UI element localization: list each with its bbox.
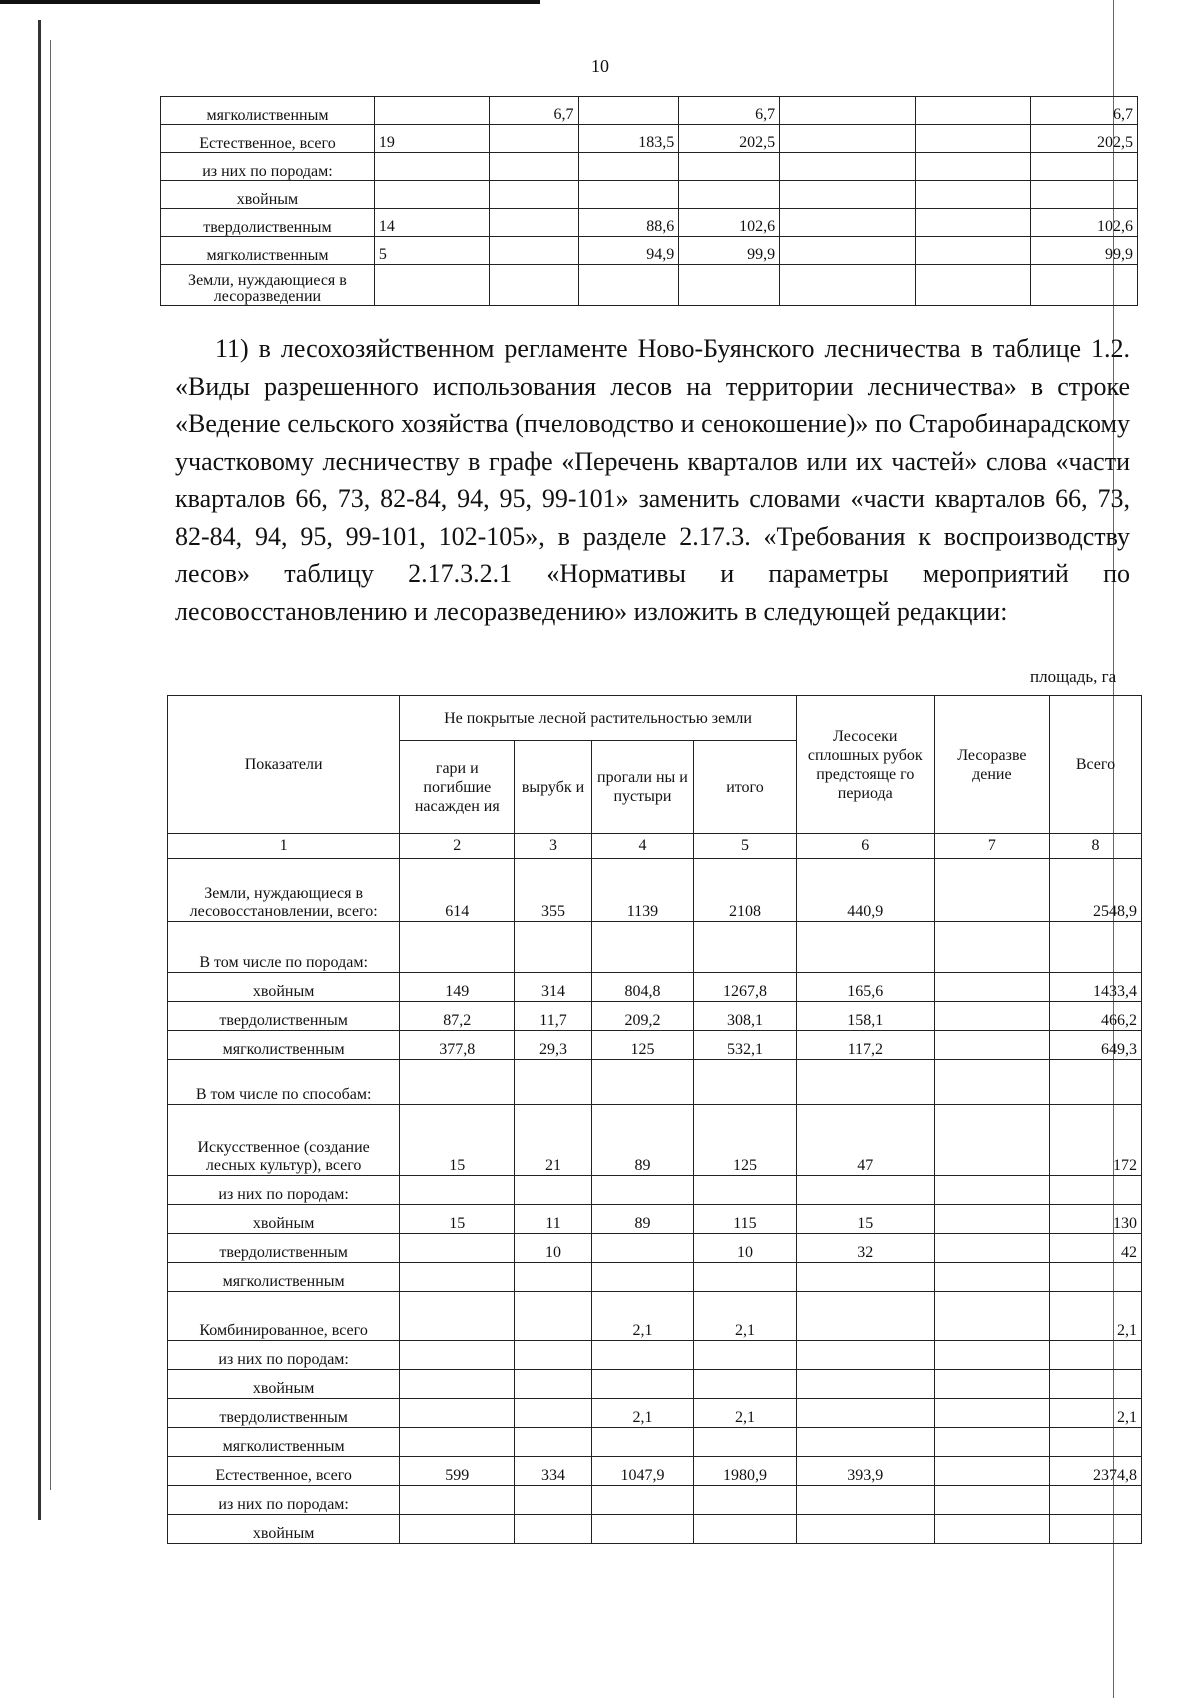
- table-cell: [934, 1031, 1049, 1060]
- table-cell: 466,2: [1049, 1002, 1141, 1031]
- row-label: Естественное, всего: [161, 125, 375, 153]
- table-cell: [400, 1486, 515, 1515]
- table-cell: [796, 1370, 934, 1399]
- table-cell: 532,1: [694, 1031, 797, 1060]
- top-table-row: [161, 209, 1138, 237]
- table-cell: 649,3: [1049, 1031, 1141, 1060]
- table-cell: 599: [400, 1457, 515, 1486]
- table-cell: 440,9: [796, 859, 934, 922]
- top-table-row: [161, 125, 1138, 153]
- table-cell: [780, 209, 916, 237]
- row-label: из них по породам:: [168, 1176, 400, 1205]
- table-cell: [515, 1176, 591, 1205]
- table-row: [168, 1060, 1142, 1105]
- table-cell: 2,1: [591, 1399, 694, 1428]
- table-cell: 6,7: [490, 97, 578, 125]
- table-cell: [400, 1341, 515, 1370]
- top-table: [160, 96, 1138, 306]
- table-cell: 10: [694, 1234, 797, 1263]
- table-cell: 6,7: [1031, 97, 1138, 125]
- table-cell: [374, 265, 489, 306]
- table-cell: 94,9: [578, 237, 679, 265]
- table-cell: [780, 265, 916, 306]
- table-row: [168, 1399, 1142, 1428]
- row-label: твердолиственным: [161, 209, 375, 237]
- column-number: 5: [694, 834, 797, 859]
- scan-left-edge: [38, 20, 41, 1520]
- table-cell: [694, 922, 797, 973]
- table-cell: 202,5: [679, 125, 780, 153]
- table-cell: [578, 265, 679, 306]
- table-cell: [515, 1486, 591, 1515]
- table-cell: 1433,4: [1049, 973, 1141, 1002]
- table-cell: [490, 265, 578, 306]
- table-cell: [515, 1370, 591, 1399]
- table-cell: [934, 1428, 1049, 1457]
- table-row: [168, 1341, 1142, 1370]
- table-cell: [515, 1263, 591, 1292]
- table-cell: [934, 1370, 1049, 1399]
- units-label: площадь, га: [1030, 667, 1117, 686]
- table-cell: 393,9: [796, 1457, 934, 1486]
- table-cell: 209,2: [591, 1002, 694, 1031]
- table-row: [168, 1234, 1142, 1263]
- header-glades: прогали ны и пустыри: [591, 741, 694, 834]
- table-cell: [1049, 1428, 1141, 1457]
- table-cell: 165,6: [796, 973, 934, 1002]
- row-label: хвойным: [168, 1515, 400, 1544]
- top-table-row: [161, 97, 1138, 125]
- table-row: [168, 1486, 1142, 1515]
- table-cell: [934, 1205, 1049, 1234]
- table-cell: [490, 237, 578, 265]
- table-cell: [934, 1292, 1049, 1341]
- table-cell: [934, 1060, 1049, 1105]
- table-cell: [515, 1060, 591, 1105]
- row-label: из них по породам:: [168, 1486, 400, 1515]
- row-label: хвойным: [168, 1205, 400, 1234]
- table-cell: [578, 181, 679, 209]
- table-cell: [934, 973, 1049, 1002]
- table-cell: 172: [1049, 1105, 1141, 1176]
- table-cell: [934, 1457, 1049, 1486]
- table-cell: 2,1: [694, 1292, 797, 1341]
- table-cell: 2,1: [694, 1399, 797, 1428]
- table-cell: 15: [400, 1205, 515, 1234]
- table-cell: 2,1: [591, 1292, 694, 1341]
- table-cell: [591, 1515, 694, 1544]
- table-cell: [796, 1292, 934, 1341]
- table-cell: [1049, 1263, 1141, 1292]
- table-cell: 1267,8: [694, 973, 797, 1002]
- table-cell: [1049, 922, 1141, 973]
- table-cell: [490, 181, 578, 209]
- table-cell: [374, 181, 489, 209]
- table-cell: 5: [374, 237, 489, 265]
- table-cell: 2108: [694, 859, 797, 922]
- row-label: мягколиственным: [161, 97, 375, 125]
- column-number: 4: [591, 834, 694, 859]
- row-label: Земли, нуждающиеся в лесоразведении: [161, 265, 375, 306]
- table-cell: 115: [694, 1205, 797, 1234]
- table-cell: [679, 265, 780, 306]
- header-afforestation: Лесоразве дение: [934, 696, 1049, 834]
- table-cell: [934, 1515, 1049, 1544]
- header-cutting-areas: Лесосеки сплошных рубок предстояще го периода: [796, 696, 934, 834]
- table-cell: 377,8: [400, 1031, 515, 1060]
- table-cell: [400, 1428, 515, 1457]
- table-cell: [679, 181, 780, 209]
- table-cell: [374, 153, 489, 181]
- table-cell: [1049, 1341, 1141, 1370]
- header-clearings: вырубк и: [515, 741, 591, 834]
- table-cell: [591, 1341, 694, 1370]
- table-cell: [934, 1263, 1049, 1292]
- column-number: 6: [796, 834, 934, 859]
- column-number: 8: [1049, 834, 1141, 859]
- table-cell: 2,1: [1049, 1399, 1141, 1428]
- table-cell: 14: [374, 209, 489, 237]
- table-cell: 117,2: [796, 1031, 934, 1060]
- row-label: Естественное, всего: [168, 1457, 400, 1486]
- table-row: [168, 1176, 1142, 1205]
- column-number: 2: [400, 834, 515, 859]
- table-cell: [694, 1176, 797, 1205]
- table-cell: [400, 1515, 515, 1544]
- table-cell: [796, 1428, 934, 1457]
- table-cell: 102,6: [679, 209, 780, 237]
- table-cell: 2374,8: [1049, 1457, 1141, 1486]
- table-cell: [400, 1370, 515, 1399]
- table-cell: [780, 237, 916, 265]
- table-cell: [796, 922, 934, 973]
- header-total-sub: итого: [694, 741, 797, 834]
- row-label: хвойным: [168, 1370, 400, 1399]
- column-number-row: [168, 834, 1142, 859]
- table-cell: [694, 1060, 797, 1105]
- table-cell: [934, 1176, 1049, 1205]
- table-cell: [796, 1176, 934, 1205]
- column-number: 1: [168, 834, 400, 859]
- table-row: [168, 1457, 1142, 1486]
- main-table: [167, 695, 1142, 1544]
- table-cell: [515, 1399, 591, 1428]
- table-cell: [400, 1176, 515, 1205]
- table-row: [168, 1370, 1142, 1399]
- table-cell: [591, 1428, 694, 1457]
- table-cell: 88,6: [578, 209, 679, 237]
- table-cell: 355: [515, 859, 591, 922]
- table-cell: [515, 922, 591, 973]
- table-row: [168, 1263, 1142, 1292]
- table-cell: [374, 97, 489, 125]
- table-cell: [515, 1292, 591, 1341]
- table-cell: [915, 237, 1030, 265]
- table-cell: [796, 1486, 934, 1515]
- table-cell: [780, 125, 916, 153]
- table-cell: [1049, 1176, 1141, 1205]
- table-cell: [1049, 1486, 1141, 1515]
- table-row: [168, 922, 1142, 973]
- table-cell: [591, 1234, 694, 1263]
- row-label: мягколиственным: [168, 1031, 400, 1060]
- table-cell: 89: [591, 1105, 694, 1176]
- header-indicators: Показатели: [168, 696, 400, 834]
- table-cell: 314: [515, 973, 591, 1002]
- scan-left-edge-2: [50, 40, 51, 1490]
- row-label: из них по породам:: [168, 1341, 400, 1370]
- row-label: хвойным: [168, 973, 400, 1002]
- table-cell: 125: [591, 1031, 694, 1060]
- table-cell: [591, 1176, 694, 1205]
- table-cell: [400, 1399, 515, 1428]
- table-cell: [400, 922, 515, 973]
- page-number: 10: [591, 56, 609, 76]
- table-cell: 2548,9: [1049, 859, 1141, 922]
- scan-top-edge: [0, 0, 540, 4]
- row-label: хвойным: [161, 181, 375, 209]
- amendment-paragraph: 11) в лесохозяйственном регламенте Ново-Буянского лесничества в таблице 1.2. «Виды разрешенного использования лесов на территории лесничества» в строке «Ведение сельского хозяйства (пчеловодство и сенокошение)» по Старобинарадскому участковому лесничеству в графе «Перечень кварталов или их частей» слова «части кварталов 66, 73, 82-84, 94, 95, 99-101» заменить словами «части кварталов 66, 73, 82-84, 94, 95, 99-101, 102-105», в разделе 2.17.3. «Требования к воспроизводству лесов» таблицу 2.17.3.2.1 «Нормативы и параметры мероприятий по лесовосстановлению и лесоразведению» изложить в следующей редакции:: [175, 334, 1130, 626]
- table-row: [168, 859, 1142, 922]
- table-cell: 99,9: [679, 237, 780, 265]
- table-cell: [780, 97, 916, 125]
- table-cell: [591, 1486, 694, 1515]
- table-cell: 15: [400, 1105, 515, 1176]
- table-cell: 1980,9: [694, 1457, 797, 1486]
- table-cell: [796, 1515, 934, 1544]
- row-label: Комбинированное, всего: [168, 1292, 400, 1341]
- table-cell: 125: [694, 1105, 797, 1176]
- row-label: твердолиственным: [168, 1399, 400, 1428]
- table-cell: [796, 1399, 934, 1428]
- row-label: мягколиственным: [168, 1428, 400, 1457]
- table-cell: 1139: [591, 859, 694, 922]
- table-cell: [400, 1234, 515, 1263]
- table-cell: [679, 153, 780, 181]
- table-cell: 158,1: [796, 1002, 934, 1031]
- table-cell: 89: [591, 1205, 694, 1234]
- table-cell: 11,7: [515, 1002, 591, 1031]
- table-cell: [1031, 153, 1138, 181]
- table-cell: [400, 1263, 515, 1292]
- table-cell: [578, 97, 679, 125]
- table-cell: 2,1: [1049, 1292, 1141, 1341]
- table-cell: [915, 125, 1030, 153]
- table-cell: [490, 153, 578, 181]
- table-cell: 21: [515, 1105, 591, 1176]
- row-label: Земли, нуждающиеся в лесовосстановлении, всего:: [168, 859, 400, 922]
- table-cell: [934, 922, 1049, 973]
- table-row: [168, 1205, 1142, 1234]
- row-label: мягколиственным: [161, 237, 375, 265]
- table-row: [168, 1292, 1142, 1341]
- table-cell: [694, 1341, 797, 1370]
- row-label: В том числе по способам:: [168, 1060, 400, 1105]
- table-cell: [591, 922, 694, 973]
- header-burned: гари и погибшие насажден ия: [400, 741, 515, 834]
- row-label: из них по породам:: [161, 153, 375, 181]
- table-cell: 334: [515, 1457, 591, 1486]
- table-cell: [934, 1105, 1049, 1176]
- row-label: Искусственное (создание лесных культур), всего: [168, 1105, 400, 1176]
- table-cell: 1047,9: [591, 1457, 694, 1486]
- table-cell: [915, 181, 1030, 209]
- table-cell: [780, 153, 916, 181]
- table-cell: [694, 1486, 797, 1515]
- row-label: твердолиственным: [168, 1234, 400, 1263]
- table-cell: [400, 1060, 515, 1105]
- top-table-row: [161, 153, 1138, 181]
- table-cell: [934, 1341, 1049, 1370]
- table-cell: 42: [1049, 1234, 1141, 1263]
- table-cell: [591, 1060, 694, 1105]
- table-row: [168, 1428, 1142, 1457]
- table-cell: [591, 1370, 694, 1399]
- table-cell: [1049, 1370, 1141, 1399]
- table-cell: [796, 1341, 934, 1370]
- table-cell: 183,5: [578, 125, 679, 153]
- table-cell: [694, 1515, 797, 1544]
- table-cell: 32: [796, 1234, 934, 1263]
- table-cell: 6,7: [679, 97, 780, 125]
- table-row: [168, 973, 1142, 1002]
- table-cell: [934, 859, 1049, 922]
- table-cell: [796, 1060, 934, 1105]
- table-cell: 29,3: [515, 1031, 591, 1060]
- table-cell: [934, 1002, 1049, 1031]
- table-row: [168, 1105, 1142, 1176]
- table-cell: [1031, 181, 1138, 209]
- table-cell: [915, 153, 1030, 181]
- column-number: 3: [515, 834, 591, 859]
- row-label: мягколиственным: [168, 1263, 400, 1292]
- table-cell: [915, 265, 1030, 306]
- row-label: твердолиственным: [168, 1002, 400, 1031]
- table-cell: [915, 209, 1030, 237]
- table-cell: 804,8: [591, 973, 694, 1002]
- table-cell: 11: [515, 1205, 591, 1234]
- table-cell: [1049, 1060, 1141, 1105]
- top-table-row: [161, 265, 1138, 306]
- table-cell: 87,2: [400, 1002, 515, 1031]
- table-cell: [694, 1370, 797, 1399]
- table-cell: [796, 1263, 934, 1292]
- table-cell: [515, 1341, 591, 1370]
- table-row: [168, 1002, 1142, 1031]
- table-cell: 202,5: [1031, 125, 1138, 153]
- table-cell: [515, 1428, 591, 1457]
- top-table-row: [161, 181, 1138, 209]
- table-cell: [515, 1515, 591, 1544]
- table-cell: [578, 153, 679, 181]
- table-cell: 614: [400, 859, 515, 922]
- table-cell: 308,1: [694, 1002, 797, 1031]
- table-cell: 15: [796, 1205, 934, 1234]
- table-row: [168, 1031, 1142, 1060]
- table-cell: 130: [1049, 1205, 1141, 1234]
- table-cell: [694, 1428, 797, 1457]
- table-cell: 99,9: [1031, 237, 1138, 265]
- header-not-covered: Не покрытые лесной растительностью земли: [400, 696, 796, 741]
- table-cell: [591, 1263, 694, 1292]
- column-number: 7: [934, 834, 1049, 859]
- table-cell: [934, 1234, 1049, 1263]
- row-label: В том числе по породам:: [168, 922, 400, 973]
- table-cell: 102,6: [1031, 209, 1138, 237]
- table-cell: [694, 1263, 797, 1292]
- table-cell: [490, 209, 578, 237]
- table-cell: [915, 97, 1030, 125]
- table-cell: 149: [400, 973, 515, 1002]
- table-cell: 47: [796, 1105, 934, 1176]
- table-cell: 10: [515, 1234, 591, 1263]
- table-cell: 19: [374, 125, 489, 153]
- top-table-row: [161, 237, 1138, 265]
- table-cell: [934, 1399, 1049, 1428]
- header-total: Всего: [1049, 696, 1141, 834]
- table-row: [168, 1515, 1142, 1544]
- table-cell: [1031, 265, 1138, 306]
- table-cell: [1049, 1515, 1141, 1544]
- table-cell: [490, 125, 578, 153]
- table-cell: [934, 1486, 1049, 1515]
- table-cell: [780, 181, 916, 209]
- table-cell: [400, 1292, 515, 1341]
